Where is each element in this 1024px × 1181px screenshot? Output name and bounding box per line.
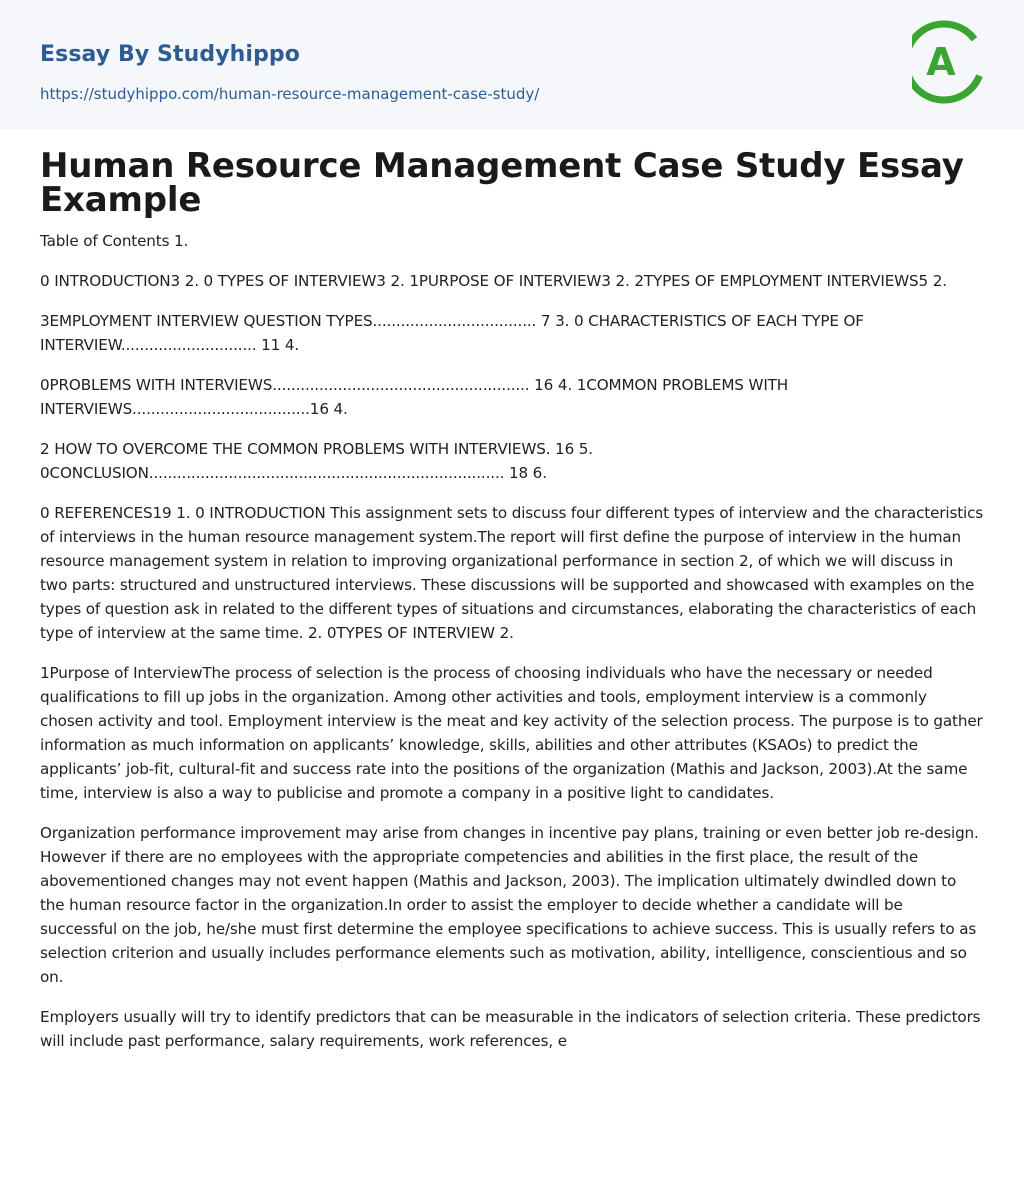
paragraph: Organization performance improvement may arise from changes in incentive pay plans, training or even better job re-design. However if there are no employees with the appropriate competencies and abilities in the first place, the result of the abovementioned changes may not event happen (Mathis and Jackson, 2003). The implication ultimately dwindled down to the human resource factor in the organization.In order to assist the employer to decide whether a candidate will be successful on the job, he/she must first determine the employee specifications to achieve success. This is usually refers to as selection criterion and usually includes performance elements such as motivation, ability, intelligence, conscientious and so on. [40,824,979,986]
paragraph: 2 HOW TO OVERCOME THE COMMON PROBLEMS WITH INTERVIEWS. 16 5. 0CONCLUSION............................................................................ 18 6. [40,440,593,482]
source-url-link[interactable]: https://studyhippo.com/human-resource-management-case-study/ [40,85,540,103]
logo-letter: A [926,40,956,84]
studyhippo-logo-icon[interactable] [912,18,988,106]
site-header [0,0,1024,129]
page-title: Human Resource Management Case Study Essay Example [40,146,964,220]
paragraph: Employers usually will try to identify predictors that can be measurable in the indicators of selection criteria. These predictors will include past performance, salary requirements, work references, e [40,1008,981,1050]
paragraph: 0 REFERENCES19 1. 0 INTRODUCTION This assignment sets to discuss four different types of interview and the characteristics of interviews in the human resource management system.The report will first define the purpose of interview in the human resource management system in relation to improving organizational performance in section 2, of which we will discuss in two parts: structured and unstructured interviews. These discussions will be supported and showcased with examples on the types of question ask in related to the different types of situations and circumstances, elaborating the characteristics of each type of interview at the same time. 2. 0TYPES OF INTERVIEW 2. [40,504,984,642]
article [0,146,1024,1053]
paragraph: 0 INTRODUCTION3 2. 0 TYPES OF INTERVIEW3 2. 1PURPOSE OF INTERVIEW3 2. 2TYPES OF EMPLOYMENT INTERVIEWS5 2. [40,272,947,290]
paragraph: 3EMPLOYMENT INTERVIEW QUESTION TYPES................................... 7 3. 0 CHARACTERISTICS OF EACH TYPE OF INTERVIEW............................. 11 4. [40,312,864,354]
site-brand[interactable]: Essay By Studyhippo [40,42,300,67]
paragraph: Table of Contents 1. [40,232,189,250]
paragraph: 0PROBLEMS WITH INTERVIEWS....................................................... 16 4. 1COMMON PROBLEMS WITH INTERVIEWS......................................16 4. [40,376,789,418]
paragraph: 1Purpose of InterviewThe process of selection is the process of choosing individuals who have the necessary or needed qualifications to fill up jobs in the organization. Among other activities and tools, employment interview is a commonly chosen activity and tool. Employment interview is the meat and key activity of the selection process. The purpose is to gather information as much information on applicants’ knowledge, skills, abilities and other attributes (KSAOs) to predict the applicants’ job-fit, cultural-fit and success rate into the positions of the organization (Mathis and Jackson, 2003).At the same time, interview is also a way to publicise and promote a company in a positive light to candidates. [40,664,983,802]
